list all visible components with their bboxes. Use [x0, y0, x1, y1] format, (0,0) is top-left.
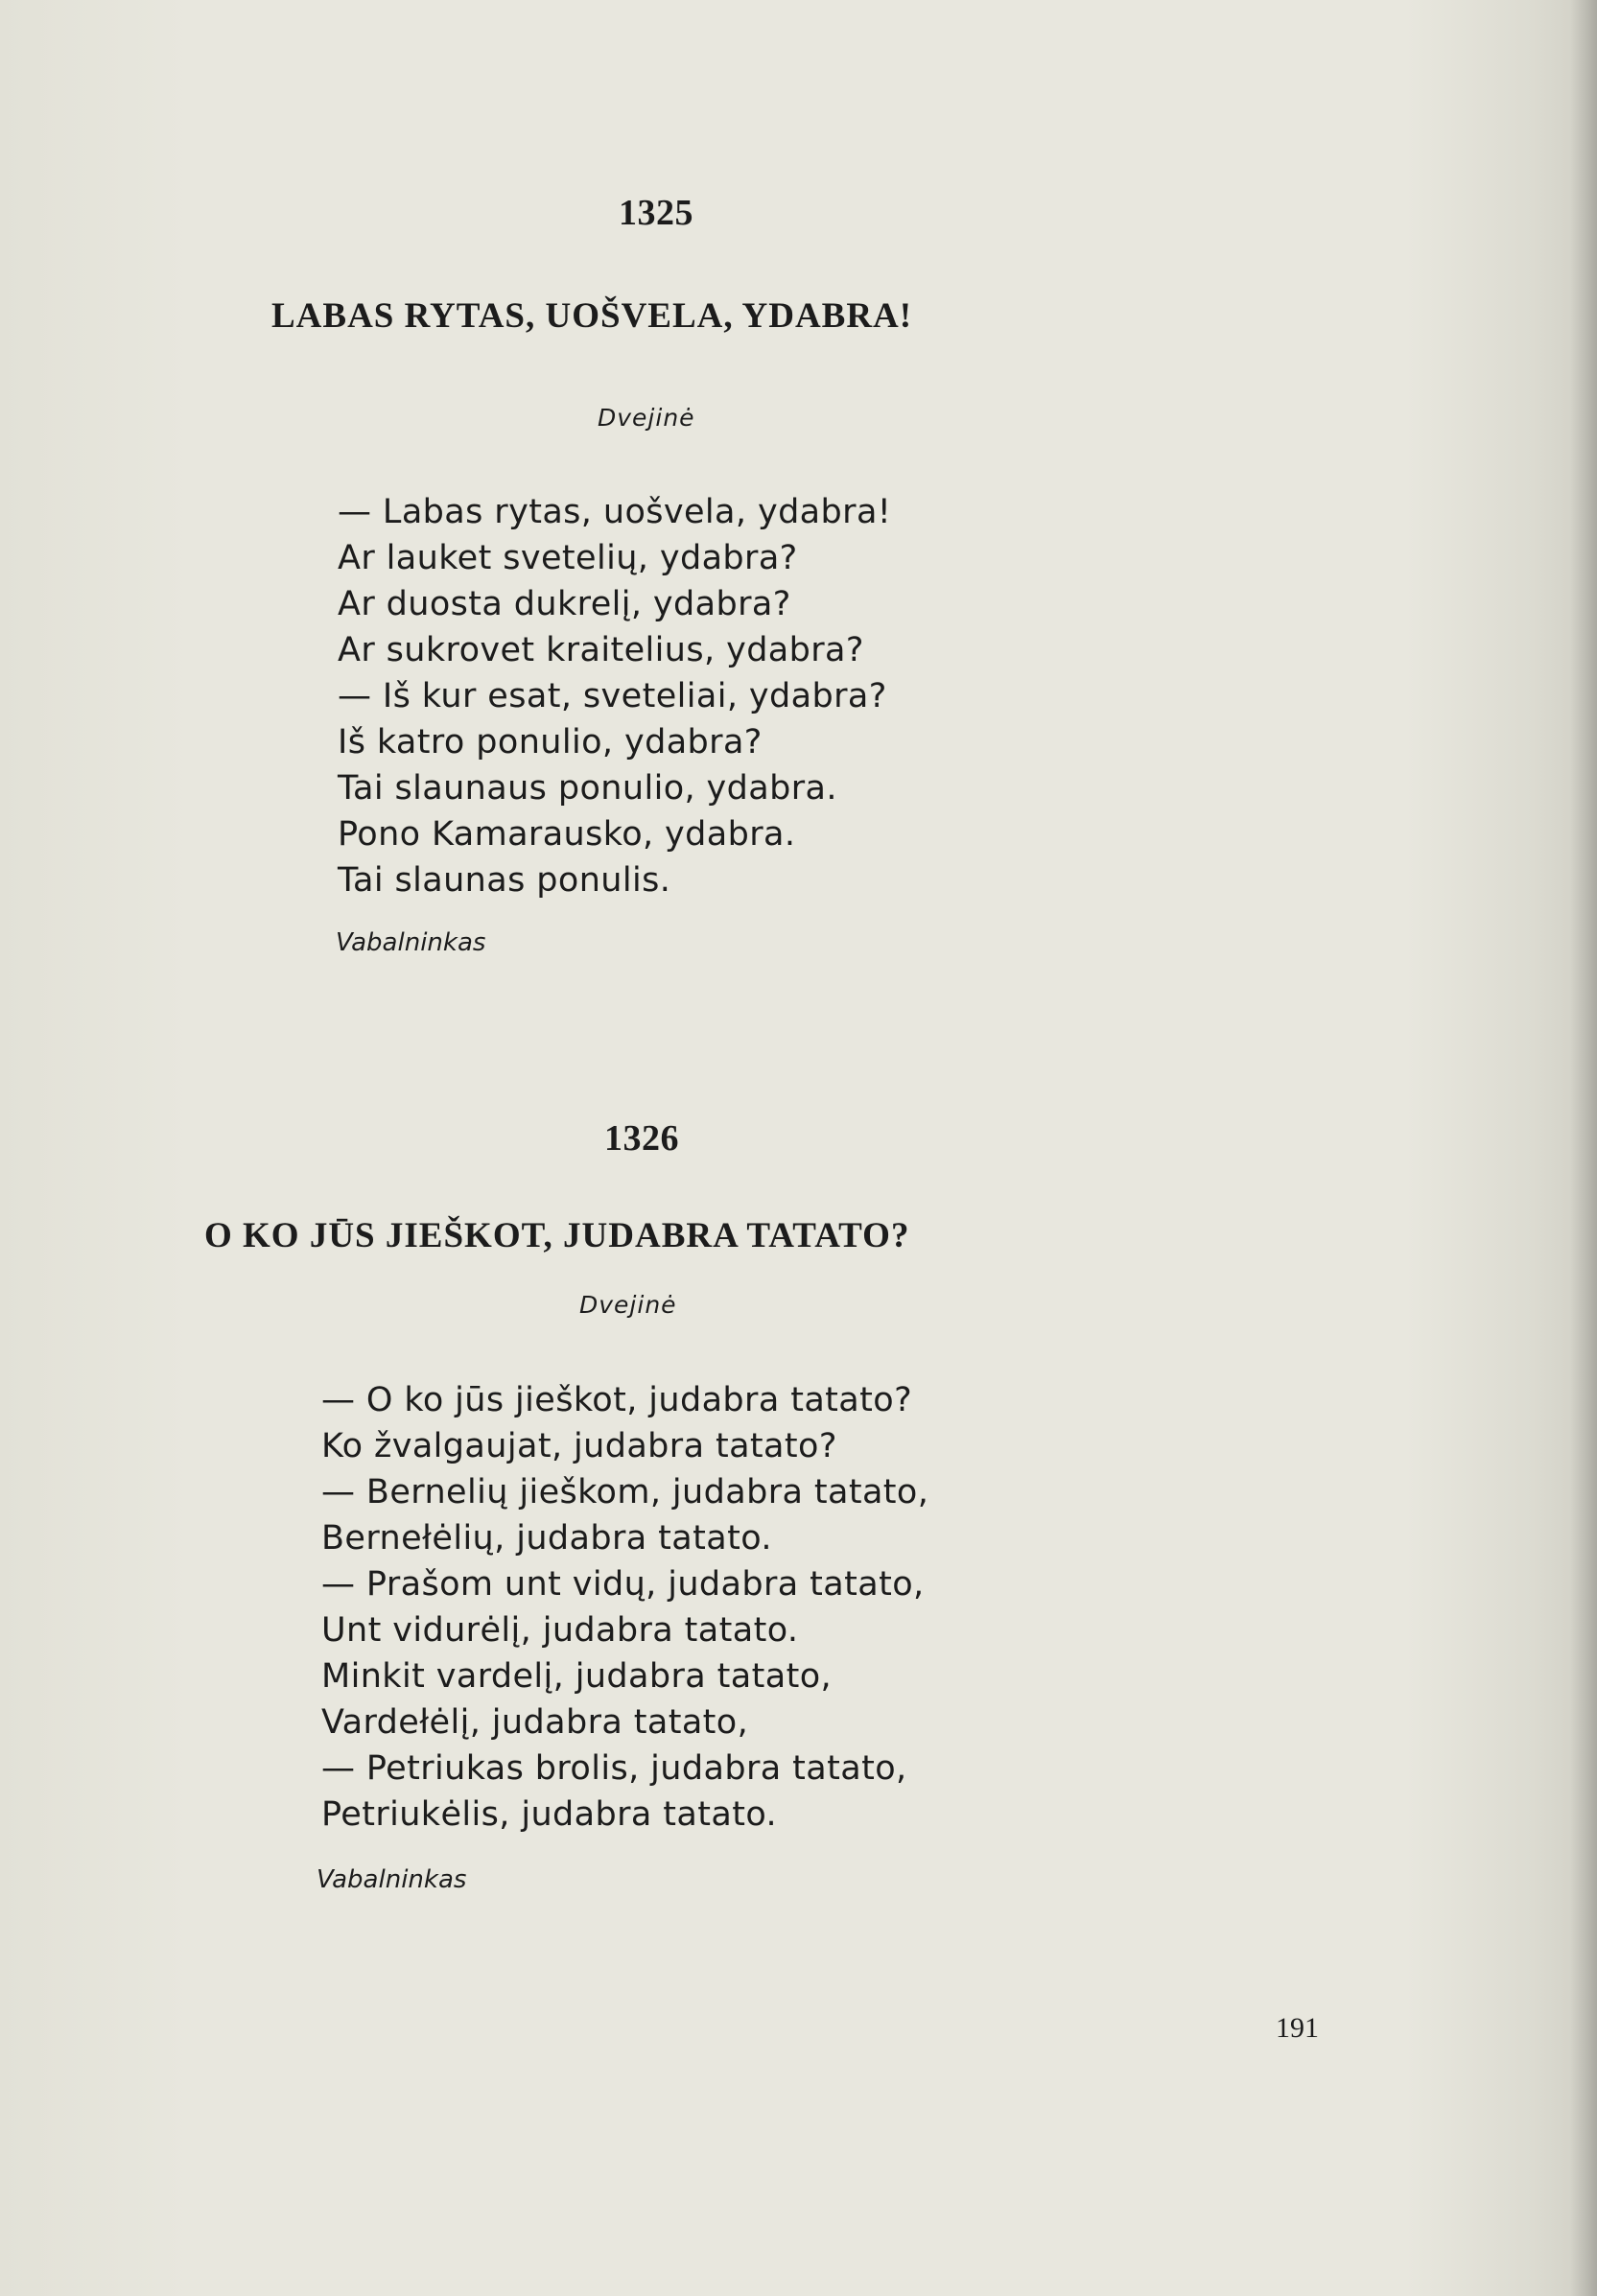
verse-line: Iš katro ponulio, ydabra?: [338, 723, 763, 761]
verse-line: — Prašom unt vidų, judabra tatato,: [321, 1565, 925, 1604]
song-title: O KO JŪS JIEŠKOT, JUDABRA TATATO?: [204, 1216, 910, 1255]
verse-line: — Iš kur esat, sveteliai, ydabra?: [338, 677, 887, 715]
page-edge-shadow: [1570, 0, 1597, 2296]
verse-line: Unt vidurėlį, judabra tatato.: [321, 1611, 799, 1650]
verse-line: Tai slaunas ponulis.: [338, 861, 671, 900]
verse-line: Vardełėlį, judabra tatato,: [321, 1703, 749, 1742]
verse-line: Bernełėlių, judabra tatato.: [321, 1519, 772, 1558]
verse-line: — Petriukas brolis, judabra tatato,: [321, 1749, 907, 1788]
verse-line: Ar sukrovet kraitelius, ydabra?: [338, 631, 864, 669]
verse-line: — Bernelių jieškom, judabra tatato,: [321, 1473, 929, 1511]
song-number: 1325: [619, 193, 693, 233]
song-title: LABAS RYTAS, UOŠVELA, YDABRA!: [271, 296, 913, 336]
verse-line: Pono Kamarausko, ydabra.: [338, 815, 796, 854]
verse-line: Petriukėlis, judabra tatato.: [321, 1795, 778, 1834]
song-number: 1326: [604, 1118, 679, 1159]
verse-line: Tai slaunaus ponulio, ydabra.: [338, 769, 837, 808]
verse-line: Ar lauket svetelių, ydabra?: [338, 539, 798, 577]
song-subtitle: Dvejinė: [598, 404, 695, 432]
verse-line: — O ko jūs jieškot, judabra tatato?: [321, 1381, 913, 1419]
song-subtitle: Dvejinė: [579, 1291, 677, 1319]
place-name: Vabalninkas: [317, 1865, 467, 1894]
place-name: Vabalninkas: [336, 928, 486, 957]
verse: [321, 1377, 928, 1838]
verse-line: — Labas rytas, uošvela, ydabra!: [338, 493, 892, 531]
page-number: 191: [1276, 2012, 1319, 2044]
verse-line: Ko žvalgaujat, judabra tatato?: [321, 1427, 837, 1465]
verse: [338, 489, 891, 903]
verse-line: Ar duosta dukrelį, ydabra?: [338, 585, 791, 623]
verse-line: Minkit vardelį, judabra tatato,: [321, 1657, 833, 1696]
